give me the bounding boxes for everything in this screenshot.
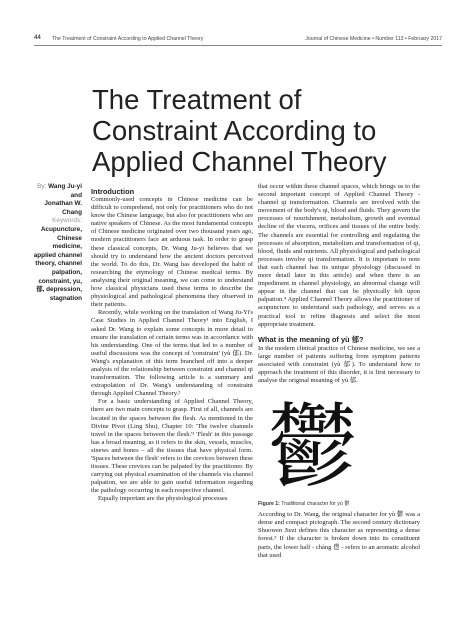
keyword-3: applied channel xyxy=(33,251,82,259)
character-glyph-figure xyxy=(258,389,368,499)
keyword-8: stagnation xyxy=(49,294,82,302)
running-title: The Treatment of Constraint According to Applied Channel Theory xyxy=(52,35,204,42)
keyword-0: Acupuncture, xyxy=(40,225,82,233)
keyword-7: 郁, depression, xyxy=(36,286,82,294)
by-label: By: xyxy=(37,183,47,190)
keyword-2: medicine, xyxy=(52,243,82,251)
traditional-character: 鬱 xyxy=(266,394,360,500)
author-1: Wang Ju-yi xyxy=(48,183,82,190)
keywords-label: Keywords: xyxy=(52,217,82,225)
paragraph: that occur within these channel spaces, which brings us to the second important concept of Applied Channel Theory - channel qi transformation. Channels are involved with the movement of the body's qi, blood and fluids. They govern the processes of nourishment, metabolism, growth and eventual decline of the viscera, orifices and tissues of the entire body. The channels are essential for controlling and regulating the processes of absorption, metabolism and transformation of qi, blood, fluids and nutrients. All physiological and pathological processes involve qi transformation. It is important to note that each channel has its unique physiology (discussed in more detail later in this article) and when there is an impediment in channel physiology, an abnormal change will appear in the channel that can be physically felt upon palpation.⁴ Applied Channel Theory allows the practitioner of acupuncture to understand such pathology, and serves as a practical tool to refine diagnosis and select the most appropriate treatment. xyxy=(258,183,420,328)
paragraph: In the modern clinical practice of Chinese medicine, we see a large number of patients suffering from symptom patterns associated with constraint (yù 郁). To understand how to approach the treatment of this disorder, it is first necessary to analyse the original meaning of yù 郁. xyxy=(258,344,420,385)
journal-info: Journal of Chinese Medicine • Number 113 • February 2017 xyxy=(305,35,442,42)
section-heading-meaning-of-yu: What is the meaning of yù 郁? xyxy=(258,334,364,344)
author-line-1 xyxy=(20,183,82,192)
paragraph: For a basic understanding of Applied Channel Theory, there are two main concepts to grasp. First of all, channels are located in the spaces between the flesh. As mentioned in the Divine Pivot (Ling Shu), Chapter 10: 'The twelve channels travel in the spaces between the flesh.'³ 'Flesh' in this passage has a broad meaning, as it refers to the skin, vessels, muscles, sinews and bones – all the tissues that have physical form. 'Spaces between the flesh' refers to the crevices between these tissues. These crevices can be palpated by the practitioner. By carrying out physical examination of the channels via channel palpation, we are able to gain useful information regarding the pathology occurring in each respective channel. xyxy=(91,398,253,495)
keyword-1: Chinese xyxy=(57,234,82,242)
paragraph: Commonly-used concepts in Chinese medicine can be difficult to comprehend, not only for practitioners who do not know the Chinese language, but also for practitioners who are native speakers of Chinese. As the most fundamental concepts of Chinese medicine originated over two thousand years ago, modern practitioners face an arduous task. In order to grasp these classical concepts, Dr. Wang Ju-yi believes that we should try to understand how the ancient doctors perceived the world. To do this, Dr. Wang has developed the habit of researching the etymology of Chinese medical terms. By analysing their original meaning, we can come to understand how classical physicians used these terms to describe the physiological and pathological phenomena they observed in their patients. xyxy=(91,196,253,309)
and-word: and xyxy=(70,191,82,199)
running-header xyxy=(34,35,442,46)
paragraph: According to Dr. Wang, the original character for yù 鬱 was a dense and compact pictograph. The second century dictionary Shuowen Jiezi defines this character as representing a dense forest.⁵ If the character is broken down into its constituent parts, the lower half - chàng 鬯 - refers to an aromatic alcohol that used xyxy=(258,511,420,559)
figure-caption xyxy=(258,501,420,508)
keyword-6: constraint, yu, xyxy=(38,277,82,285)
title-line-2: Constraint According to xyxy=(92,115,377,146)
page-number: 44 xyxy=(34,35,41,41)
title-line-3: Applied Channel Theory xyxy=(92,146,387,177)
author-2-line-1: Jonathan W. xyxy=(44,200,82,208)
figure-caption-text: Traditional character for yù 鬱 xyxy=(281,501,350,508)
figure-caption-label: Figure 1: xyxy=(258,501,280,508)
body-column-1 xyxy=(91,187,253,504)
author-sidebar xyxy=(20,183,82,303)
body-column-2 xyxy=(258,183,420,560)
figure-traditional-character xyxy=(258,389,368,499)
paragraph: Equally important are the physiological processes xyxy=(98,495,228,503)
title-line-1: The Treatment of xyxy=(92,84,302,115)
article-title xyxy=(92,84,452,177)
paragraph: Recently, while working on the translation of Wang Ju-Yi's Case Studies in Applied Channel Theory¹ into English, I asked Dr. Wang to explain some concepts in more detail to ensure the translation of certain terms was in accordance with his understanding. One of the terms that led to a number of useful discussions was the concept of 'constraint' (yù 郁). Dr. Wang's explanation of this term branched off into a deeper analysis of the relationship between constraint and channel qi transformation. The following article is a summary and extrapolation of Dr. Wang's understanding of constraint through Applied Channel Theory.² xyxy=(91,309,253,398)
keyword-5: palpation, xyxy=(51,268,82,276)
keyword-4: theory, channel xyxy=(35,260,82,268)
section-heading-introduction: Introduction xyxy=(91,187,135,196)
author-2-line-2: Chang xyxy=(62,208,82,216)
